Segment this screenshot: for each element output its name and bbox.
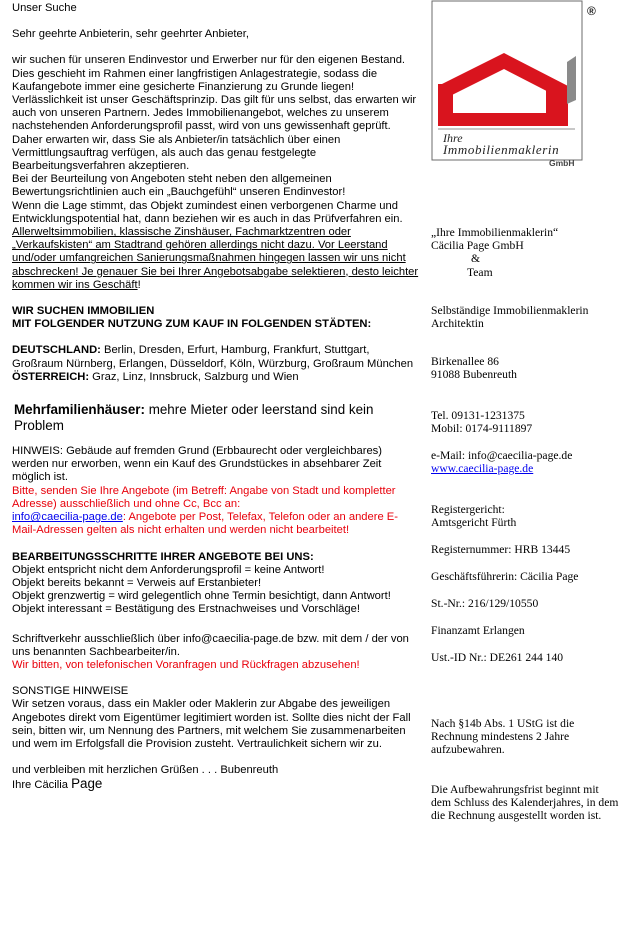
- paragraph-reliability: Verlässlichkeit ist unser Geschäftsprinzip. Das gilt für uns selbst, das erwarten wir auch von unseren Partnern. Jedes Immobilienangebot, welches zu unserem nachstehenden Anforderungsprofil passt, wird von uns gewissenhaft geprüft. Daher erwarten wir, dass Sie als Anbieter/in tatsächlich über einen Vermittlungsauftrag verfügen, als auch das genau festgelegte Bearbeitungsverfahren akzeptieren.: [12, 94, 417, 173]
- contact-mobile: Mobil: 0174-9111897: [431, 422, 533, 436]
- step-item: Objekt grenzwertig = wird gelegentlich ohne Termin besichtigt, dann Antwort!: [12, 590, 391, 603]
- austria-label: ÖSTERREICH:: [12, 370, 90, 383]
- contact-email: e-Mail: info@caecilia-page.de: [431, 449, 573, 462]
- germany-city-list: Berlin, Dresden, Erfurt, Hamburg, Frankfurt, Stuttgart, Großraum Nürnberg, Erlangen, Düsseldorf, Köln, Würzburg, Großraum München: [12, 344, 414, 370]
- logo-suffix: GmbH: [549, 158, 575, 168]
- step-item: Objekt entspricht nicht dem Anforderungsprofil = keine Antwort!: [12, 563, 325, 576]
- correspondence-note: Schriftverkehr ausschließlich über info@caecilia-page.de bzw. mit dem / der von uns benannten Sachbearbeiter/in.: [12, 632, 409, 658]
- sidebar-address: [431, 355, 621, 381]
- search-heading-1: WIR SUCHEN IMMOBILIEN: [12, 305, 155, 318]
- exclusions-end: !: [137, 278, 141, 291]
- submission-email-link[interactable]: info@caecilia-page.de: [12, 511, 123, 524]
- company-name: Cäcilia Page GmbH: [431, 239, 524, 253]
- company-logo: [431, 0, 603, 170]
- hint-ground-lease: HINWEIS: Gebäude auf fremden Grund (Erbbaurecht oder vergleichbares) werden nur erworben, wenn ein Kauf des Grundstückes in absehbarer Zeit möglich ist.: [12, 445, 382, 484]
- closing: und verbleiben mit herzlichen Grüßen . . . Bubenreuth: [12, 764, 279, 777]
- managing-director: Geschäftsführerin: Cäcilia Page: [431, 570, 579, 583]
- register-court-label: Registergericht:: [431, 503, 505, 516]
- austria-city-list: Graz, Linz, Innsbruck, Salzburg und Wien: [89, 370, 299, 383]
- multifamily-label: Mehrfamilienhäuser:: [14, 402, 145, 418]
- submission-notice-1: Bitte, senden Sie Ihre Angebote (im Betreff: Angabe von Stadt und kompletter Adresse) ausschließlich und ohne Cc, Bcc an:: [12, 484, 396, 510]
- contact-phone: Tel. 09131-1231375: [431, 409, 525, 422]
- retention-period-note: Die Aufbewahrungsfrist beginnt mit dem Schluss des Kalenderjahres, in dem die Rechnung ausgestellt worden ist.: [431, 783, 619, 823]
- register-number: Registernummer: HRB 13445: [431, 543, 571, 556]
- submission-notice: [12, 485, 420, 538]
- logo-icon: [431, 0, 603, 170]
- address-street: Birkenallee 86: [431, 355, 499, 368]
- vat-id: Ust.-ID Nr.: DE261 244 140: [431, 651, 564, 664]
- other-text: Wir setzen voraus, dass ein Makler oder Maklerin zur Abgabe des jeweiligen Angebotes direkt vom Eigentümer legitimiert worden ist. Sollte dies nicht der Fall sein, bitten wir, um Nennung des Partners, mit welchem Sie zusammenarbeiten und wem im Erfolgsfall die Provision zusteht. Vertraulichkeit sichern wir zu.: [12, 698, 411, 750]
- tax-office: Finanzamt Erlangen: [431, 624, 525, 637]
- no-calls-note: Wir bitten, von telefonischen Voranfragen und Rückfragen abzusehen!: [12, 658, 360, 671]
- website-link[interactable]: www.caecilia-page.de: [431, 462, 534, 476]
- address-city: 91088 Bubenreuth: [431, 368, 517, 382]
- letter-heading: Unser Suche: [12, 2, 77, 14]
- register-court: Amtsgericht Fürth: [431, 516, 517, 530]
- logo-line2: Immobilienmaklerin: [443, 142, 560, 157]
- salutation: Sehr geehrte Anbieterin, sehr geehrter Anbieter,: [12, 28, 249, 41]
- invoice-retention-note: Nach §14b Abs. 1 UStG ist die Rechnung mindestens 2 Jahre aufzubewahren.: [431, 717, 575, 757]
- sidebar-contact: [431, 409, 621, 435]
- search-heading-2: MIT FOLGENDER NUTZUNG ZUM KAUF IN FOLGENDEN STÄDTEN:: [12, 318, 372, 331]
- role-broker: Selbständige Immobilienmaklerin: [431, 304, 589, 317]
- tax-number: St.-Nr.: 216/129/10550: [431, 597, 539, 610]
- step-item: Objekt interessant = Bestätigung des Erstnachweises und Vorschläge!: [12, 603, 360, 616]
- signature-name: Page: [71, 776, 103, 792]
- sidebar-role: [431, 304, 621, 330]
- letter-body: [12, 0, 420, 793]
- logo-line1: Ihre: [443, 131, 463, 145]
- austria-cities: [12, 371, 420, 384]
- paragraph-assessment: Bei der Beurteilung von Angeboten steht neben den allgemeinen Bewertungsrichtlinien auch ein „Bauchgefühl“ unseren Endinvestor!: [12, 173, 346, 199]
- sidebar-online: [431, 449, 621, 475]
- registered-mark-icon: ®: [587, 4, 596, 18]
- exclusions-underlined: Allerweltsimmobilien, klassische Zinshäuser, Fachmarktzentren oder „Verkaufskisten“ am Stadtrand gehören allerdings nicht dazu. Vor Leerstand und/oder umfangreichen Sanierungsmaßnahmen hingegen lassen wir uns nicht abschrecken! Je genauer Sie bei Ihrer Angebotsabgabe selektieren, desto leichter kommen wir ins Geschäft: [12, 226, 419, 291]
- company-team: Team: [467, 265, 493, 279]
- germany-cities: [12, 344, 420, 370]
- signature-prefix: Ihre Cäcilia: [12, 779, 72, 792]
- signature: [12, 777, 420, 792]
- sidebar-court: [431, 503, 621, 529]
- company-ampersand: &: [471, 252, 481, 266]
- germany-label: DEUTSCHLAND:: [12, 344, 101, 357]
- role-architect: Architektin: [431, 317, 484, 331]
- step-item: Objekt bereits bekannt = Verweis auf Erstanbieter!: [12, 576, 262, 589]
- sidebar-company: [431, 226, 621, 279]
- submission-notice-2: : Angebote per Post, Telefax, Telefon oder an andere E-Mail-Adressen gelten als nicht erhalten und werden nicht bearbeitet!: [12, 511, 398, 537]
- paragraph-investor: wir suchen für unseren Endinvestor und Erwerber nur für den eigenen Bestand. Dies geschieht im Rahmen einer langfristigen Anlagestrategie, sodass die Kaufangebote immer eine gesicherte Finanzierung zu Grunde liegen!: [12, 54, 406, 93]
- paragraph-location: Wenn die Lage stimmt, das Objekt zumindest einen verborgenen Charme und Entwicklungspotential hat, dann beziehen wir es auch in das Prüfverfahren ein.: [12, 199, 403, 225]
- steps-heading: BEARBEITUNGSSCHRITTE IHRER ANGEBOTE BEI UNS:: [12, 550, 314, 563]
- paragraph-exclusions: [12, 226, 420, 292]
- other-heading: SONSTIGE HINWEISE: [12, 685, 129, 698]
- multifamily-line: [12, 402, 420, 433]
- multifamily-text: mehre Mieter oder leerstand sind kein Problem: [14, 402, 374, 433]
- company-name-quote: „Ihre Immobilienmaklerin“: [431, 226, 559, 239]
